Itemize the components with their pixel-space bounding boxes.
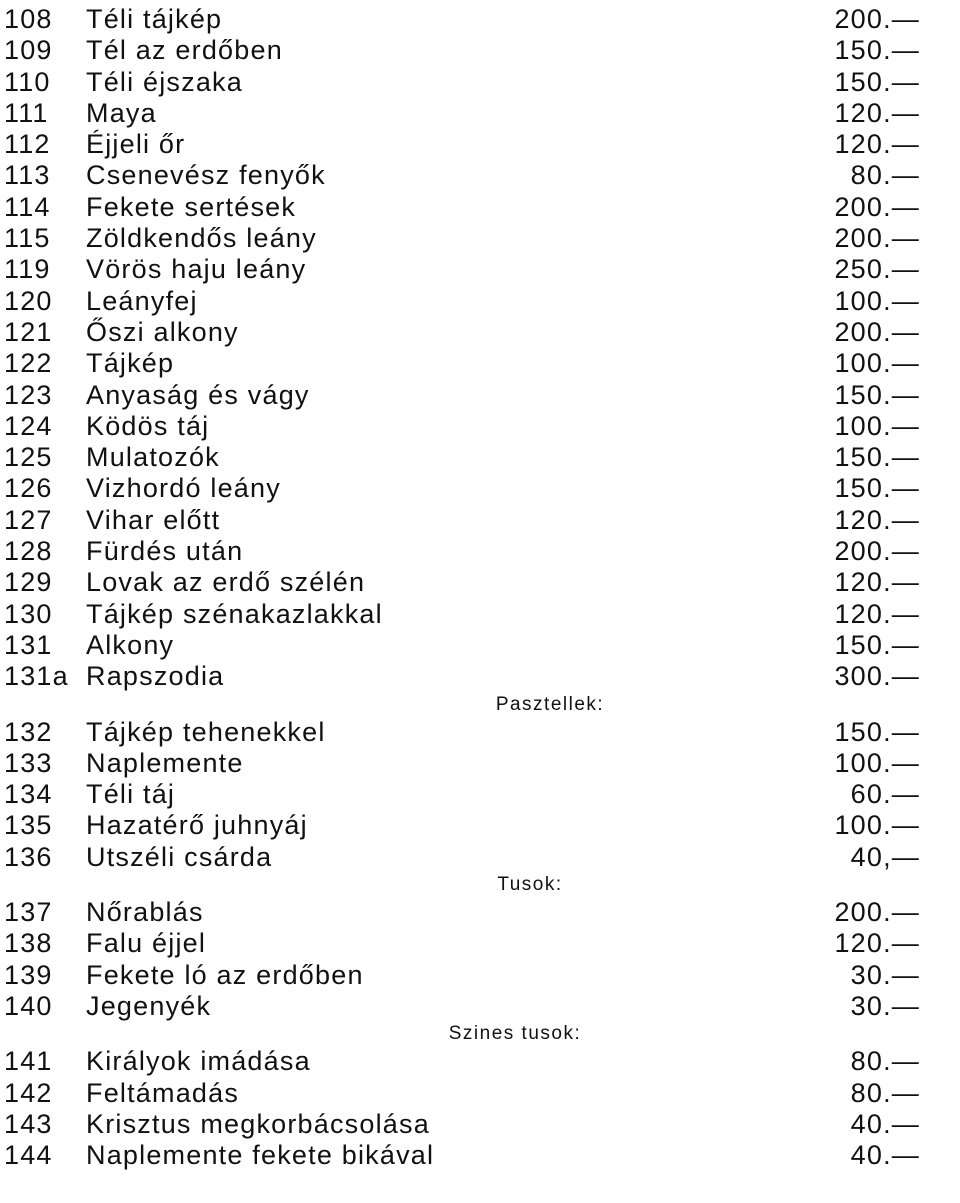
item-title: Naplemente fekete bikával (86, 1140, 435, 1171)
item-title: Tél az erdőben (86, 35, 283, 66)
item-title: Vizhordó leány (86, 473, 281, 504)
catalog-row (0, 286, 960, 317)
item-number: 143 (4, 1108, 53, 1139)
item-price: 300.— (834, 661, 920, 692)
item-number: 140 (4, 990, 53, 1021)
catalog-group-color-ink (0, 1022, 960, 1171)
catalog-group-main (0, 4, 960, 693)
item-title: Leányfej (86, 285, 198, 316)
item-price: 120.— (834, 129, 920, 160)
item-number: 111 (4, 97, 49, 128)
catalog-row (0, 630, 960, 661)
item-number: 141 (4, 1046, 53, 1077)
item-number: 121 (4, 316, 53, 347)
item-number: 119 (4, 254, 51, 285)
item-title: Falu éjjel (86, 928, 207, 959)
item-title: Királyok imádása (86, 1046, 311, 1077)
item-price: 200.— (834, 223, 920, 254)
item-number: 113 (4, 160, 51, 191)
catalog-row (0, 1140, 960, 1171)
item-price: 100.— (834, 285, 920, 316)
item-title: Téli tájkép (86, 4, 223, 34)
item-title: Maya (86, 97, 157, 128)
item-price: 100.— (834, 810, 920, 841)
item-title: Mulatozók (86, 442, 220, 473)
item-price: 150.— (834, 442, 920, 473)
item-title: Anyaság és vágy (86, 379, 310, 410)
catalog-row (0, 67, 960, 98)
item-title: Hazatérő juhnyáj (86, 810, 308, 841)
catalog-row (0, 442, 960, 473)
item-title: Őszi alkony (86, 316, 239, 347)
item-title: Fürdés után (86, 536, 244, 567)
item-price: 120.— (834, 928, 920, 959)
item-price: 120.— (834, 97, 920, 128)
item-price: 250.— (834, 254, 920, 285)
item-number: 126 (4, 473, 53, 504)
item-title: Utszéli csárda (86, 841, 273, 872)
item-price: 200.— (834, 191, 920, 222)
catalog-row (0, 35, 960, 66)
item-number: 139 (4, 959, 53, 990)
item-title: Téli táj (86, 779, 176, 810)
catalog-list (0, 4, 960, 1171)
catalog-group-pastels (0, 693, 960, 873)
catalog-row (0, 960, 960, 991)
catalog-row (0, 536, 960, 567)
item-title: Vörös haju leány (86, 254, 307, 285)
catalog-group-ink (0, 873, 960, 1022)
catalog-row (0, 254, 960, 285)
item-price: 120.— (834, 598, 920, 629)
item-number: 125 (4, 442, 53, 473)
item-title: Tájkép (86, 348, 175, 379)
item-price: 200.— (834, 897, 920, 928)
catalog-row (0, 129, 960, 160)
catalog-row (0, 748, 960, 779)
item-title: Lovak az erdő szélén (86, 567, 366, 598)
item-number: 137 (4, 897, 53, 928)
item-title: Tájkép szénakazlakkal (86, 598, 383, 629)
catalog-row (0, 779, 960, 810)
item-price: 60.— (850, 779, 920, 810)
item-price: 80.— (850, 1046, 920, 1077)
item-price: 100.— (834, 747, 920, 778)
item-title: Csenevész fenyők (86, 160, 326, 191)
item-number: 120 (4, 285, 53, 316)
item-title: Rapszodia (86, 661, 225, 692)
catalog-row (0, 473, 960, 504)
item-number: 132 (4, 716, 53, 747)
item-title: Jegenyék (86, 990, 212, 1021)
catalog-row (0, 1109, 960, 1140)
catalog-row (0, 348, 960, 379)
item-number: 131 (4, 629, 53, 660)
item-number: 123 (4, 379, 53, 410)
item-price: 150.— (834, 66, 920, 97)
section-heading: Tusok: (497, 874, 563, 896)
item-title: Ködös táj (86, 410, 210, 441)
item-number: 112 (4, 129, 51, 160)
item-price: 40.— (850, 1108, 920, 1139)
item-price: 150.— (834, 473, 920, 504)
item-price: 200.— (834, 536, 920, 567)
item-price: 150.— (834, 716, 920, 747)
item-number: 134 (4, 779, 53, 810)
item-number: 129 (4, 567, 53, 598)
catalog-row (0, 928, 960, 959)
item-title: Tájkép tehenekkel (86, 716, 326, 747)
item-price: 100.— (834, 410, 920, 441)
item-number: 127 (4, 504, 53, 535)
item-number: 135 (4, 810, 53, 841)
item-price: 200.— (834, 316, 920, 347)
item-number: 136 (4, 841, 53, 872)
item-price: 40,— (850, 841, 920, 872)
item-price: 120.— (834, 504, 920, 535)
item-title: Téli éjszaka (86, 66, 243, 97)
catalog-row (0, 810, 960, 841)
item-number: 138 (4, 928, 53, 959)
catalog-row (0, 411, 960, 442)
item-price: 80.— (850, 160, 920, 191)
item-number: 130 (4, 598, 53, 629)
item-title: Vihar előtt (86, 504, 221, 535)
section-heading: Szines tusok: (448, 1023, 582, 1045)
catalog-row (0, 661, 960, 692)
catalog-row (0, 192, 960, 223)
item-number: 124 (4, 410, 53, 441)
item-title: Éjjeli őr (86, 129, 186, 160)
catalog-row (0, 717, 960, 748)
catalog-row (0, 4, 960, 35)
item-title: Krisztus megkorbácsolása (86, 1108, 430, 1139)
item-price: 40.— (850, 1140, 920, 1171)
item-price: 150.— (834, 629, 920, 660)
item-price: 30.— (850, 959, 920, 990)
catalog-row (0, 1046, 960, 1077)
item-title: Naplemente (86, 747, 244, 778)
item-number: 133 (4, 747, 53, 778)
item-number: 131a (4, 661, 69, 692)
item-number: 122 (4, 348, 53, 379)
item-title: Zöldkendős leány (86, 223, 317, 254)
catalog-row (0, 98, 960, 129)
catalog-row (0, 223, 960, 254)
item-price: 100.— (834, 348, 920, 379)
catalog-row (0, 567, 960, 598)
item-number: 114 (4, 191, 51, 222)
item-title: Fekete ló az erdőben (86, 959, 364, 990)
catalog-row (0, 991, 960, 1022)
item-price: 30.— (850, 990, 920, 1021)
item-price: 150.— (834, 379, 920, 410)
item-number: 115 (4, 223, 51, 254)
item-price: 120.— (834, 567, 920, 598)
catalog-row (0, 1078, 960, 1109)
item-title: Feltámadás (86, 1077, 240, 1108)
item-number: 128 (4, 536, 53, 567)
section-heading: Pasztellek: (495, 693, 605, 715)
item-title: Alkony (86, 629, 175, 660)
item-number: 142 (4, 1077, 53, 1108)
item-price: 150.— (834, 35, 920, 66)
catalog-row (0, 599, 960, 630)
item-price: 80.— (850, 1077, 920, 1108)
item-number: 144 (4, 1140, 53, 1171)
catalog-row (0, 842, 960, 873)
item-title: Nőrablás (86, 897, 204, 928)
item-title: Fekete sertések (86, 191, 297, 222)
catalog-row (0, 160, 960, 191)
item-number: 109 (4, 35, 53, 66)
item-number: 108 (4, 4, 53, 34)
catalog-row (0, 380, 960, 411)
catalog-row (0, 317, 960, 348)
item-number: 110 (4, 66, 51, 97)
catalog-row (0, 505, 960, 536)
catalog-row (0, 897, 960, 928)
item-price: 200.— (834, 4, 920, 34)
